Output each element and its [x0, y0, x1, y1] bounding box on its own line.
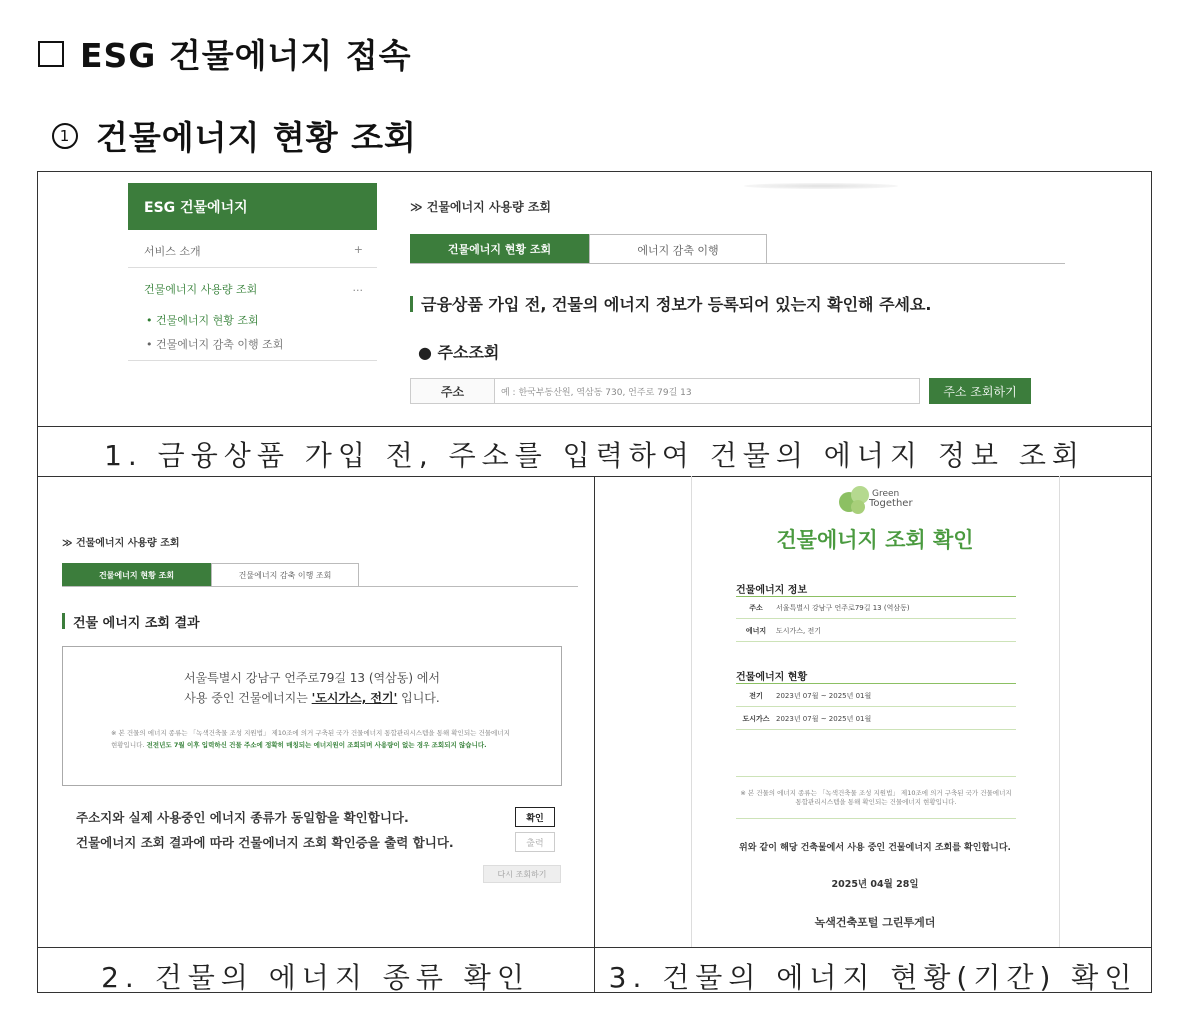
green-together-logo: [837, 486, 917, 520]
retry-button[interactable]: 다시 조회하기: [483, 865, 561, 883]
caption-2: 2. 건물의 에너지 종류 확인: [101, 961, 530, 994]
status-key: 도시가스: [742, 714, 770, 723]
print-text: 건물에너지 조회 결과에 따라 건물에너지 조회 확인증을 출력 합니다.: [76, 835, 454, 850]
sidebar-item-service-intro[interactable]: [128, 243, 377, 259]
certificate-title: 건물에너지 조회 확인: [776, 528, 974, 552]
status-row-electricity: [736, 685, 1016, 707]
main-heading-text: ESG 건물에너지 접속: [80, 36, 412, 75]
info-key: 에너지: [745, 626, 767, 635]
address-search-row: [410, 378, 920, 404]
logo-circle-icon: [851, 500, 865, 514]
more-icon: ...: [352, 281, 363, 294]
tab-underline: [62, 586, 578, 587]
circled-number-icon: 1: [52, 123, 78, 149]
certificate-issuer: 녹색건축포털 그린투게더: [814, 916, 936, 929]
logo-text-1: Green: [872, 489, 900, 499]
breadcrumb: ≫ 건물에너지 사용량 조회: [62, 538, 180, 549]
result-title: 건물 에너지 조회 결과: [62, 612, 200, 631]
plus-icon: +: [353, 243, 363, 256]
divider: [736, 776, 1016, 777]
info-title: 건물에너지 정보: [736, 585, 808, 596]
result-box: [62, 646, 562, 786]
sub-heading: [52, 112, 417, 159]
energy-types: '도시가스, 전기': [311, 691, 398, 705]
document-border: [1059, 476, 1060, 947]
tab-energy-status[interactable]: 건물에너지 현황 조회: [410, 234, 589, 264]
status-row-gas: [736, 708, 1016, 730]
result-note-highlight: 전전년도 7월 이후 입력하신 건물 주소에 정확히 매칭되는 에너지원이 조회되며 사용량이 없는 경우 조회되지 않습니다.: [146, 741, 487, 749]
divider: [37, 426, 1152, 427]
divider: [736, 683, 1016, 684]
tab-energy-reduction[interactable]: 건물에너지 감축 이행 조회: [211, 563, 359, 587]
result-line-2-prefix: 사용 중인 건물에너지는: [184, 691, 312, 705]
print-button[interactable]: 출력: [515, 832, 555, 852]
tab-energy-status[interactable]: 건물에너지 현황 조회: [62, 563, 211, 587]
logo-text-2: Together: [869, 498, 913, 509]
info-row-address: [736, 597, 1016, 619]
confirm-text: 주소지와 실제 사용중인 에너지 종류가 동일함을 확인합니다.: [76, 810, 409, 825]
address-label: 주소: [411, 379, 495, 403]
address-section-title: [418, 340, 499, 363]
sidebar-title: ESG 건물에너지: [128, 183, 377, 230]
tab-energy-reduction[interactable]: 에너지 감축 이행: [589, 234, 767, 264]
certificate-confirm-line: 위와 같이 해당 건축물에서 사용 중인 건물에너지 조회를 확인합니다.: [739, 843, 1011, 853]
result-note-plain: ※ 본 건물의 에너지 종류는 「녹색건축물 조성 지원법」 제10조에 의거 구축된 국가 건물에너지 통합관리시스템을 통해 확인되는 건물에너지 현황입니다.: [111, 729, 510, 749]
status-key: 전기: [749, 691, 763, 700]
breadcrumb: ≫ 건물에너지 사용량 조회: [410, 200, 552, 214]
info-row-energy: [736, 620, 1016, 642]
sub-heading-text: 건물에너지 현황 조회: [96, 118, 417, 157]
certificate-date: 2025년 04월 28일: [831, 879, 919, 890]
tab-underline: [410, 263, 1065, 264]
result-line-2-suffix: 입니다.: [397, 691, 440, 705]
sidebar-item-label: 서비스 소개: [144, 245, 201, 258]
sidebar-subitem-reduction[interactable]: • 건물에너지 감축 이행 조회: [146, 338, 284, 351]
result-note: [111, 727, 511, 751]
info-value: 도시가스, 전기: [776, 626, 822, 635]
address-input[interactable]: 예 : 한국부동산원, 역삼동 730, 언주로 79길 13: [501, 387, 692, 398]
status-title: 건물에너지 현황: [736, 672, 808, 683]
sidebar-subitem-status[interactable]: • 건물에너지 현황 조회: [146, 314, 259, 327]
main-heading: [38, 30, 412, 77]
caption-3: 3. 건물의 에너지 현황(기간) 확인: [608, 961, 1138, 994]
checkbox-square-icon: [38, 41, 64, 67]
info-key: 주소: [749, 603, 763, 612]
sidebar-item-label: 건물에너지 사용량 조회: [144, 283, 258, 296]
address-search-button[interactable]: 주소 조회하기: [929, 378, 1031, 404]
sidebar-item-energy-usage[interactable]: [128, 281, 377, 297]
result-line-2: [63, 689, 561, 706]
divider: [736, 818, 1016, 819]
notice-title: 금융상품 가입 전, 건물의 에너지 정보가 등록되어 있는지 확인해 주세요.: [410, 292, 932, 315]
status-value: 2023년 07월 ~ 2025년 01월: [776, 691, 872, 700]
shadow: [744, 183, 898, 189]
address-section-label: ● 주소조회: [418, 343, 500, 362]
divider: [128, 267, 377, 268]
certificate-note: ※ 본 건물의 에너지 종류는 「녹색건축물 조성 지원법」 제10조에 의거 구축된 국가 건물에너지 통합관리시스템을 통해 확인되는 건물에너지 현황입니다.: [740, 789, 1012, 806]
info-value: 서울특별시 강남구 언주로79길 13 (역삼동): [776, 603, 910, 612]
confirm-button[interactable]: 확인: [515, 807, 555, 827]
divider: [128, 360, 377, 361]
caption-1: 1. 금융상품 가입 전, 주소를 입력하여 건물의 에너지 정보 조회: [104, 439, 1085, 472]
status-value: 2023년 07월 ~ 2025년 01월: [776, 714, 872, 723]
divider: [594, 476, 595, 993]
result-line-1: 서울특별시 강남구 언주로79길 13 (역삼동) 에서: [183, 671, 441, 685]
